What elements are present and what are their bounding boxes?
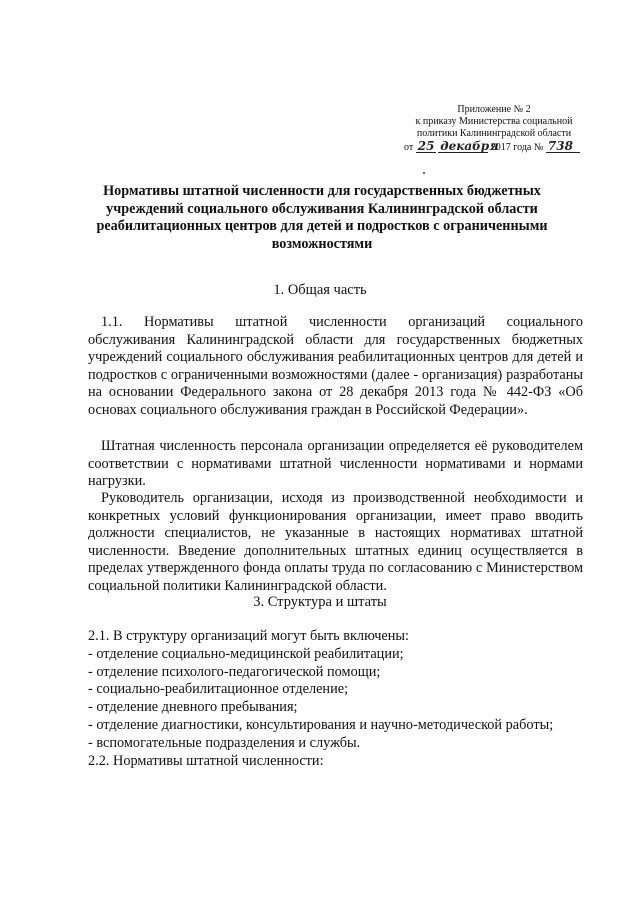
ink-dot [423, 172, 425, 174]
list-item: - отделение диагностики, консультирования и научно-методической работы; [88, 716, 554, 733]
paragraph-text: Штатная численность персонала организации определяется её руководителем соответствии с нормативами штатной численности нормативами и нормами нагрузки. [88, 438, 583, 490]
section-heading-structure: 3. Структура и штаты [253, 594, 387, 610]
structure-list [88, 628, 598, 770]
document-title: Нормативы штатной численности для государственных бюджетных учреждений социального обслуживания Калининградской области реабилитационных центров для детей и подростков с ограниченными возможностями [96, 183, 548, 252]
list-item: - отделение психолого-педагогической помощи; [88, 663, 381, 680]
list-item: - вспомогательные подразделения и службы. [88, 734, 361, 751]
list-item: 2.1. В структуру организаций могут быть включены: [88, 628, 409, 644]
list-item: - социально-реабилитационное отделение; [88, 681, 349, 698]
appendix-ministry: политики Калининградской области [416, 128, 572, 139]
appendix-date-line [404, 140, 584, 154]
date-year: 2017 года № [490, 142, 544, 153]
list-item: - отделение дневного пребывания; [88, 699, 298, 716]
appendix-number: Приложение № 2 [457, 104, 531, 115]
handwritten-order-number: 738 [546, 140, 580, 153]
list-item: - отделение социально-медицинской реабилитации; [88, 645, 404, 662]
handwritten-day: 25 [417, 139, 435, 153]
section-heading-general: 1. Общая часть [273, 282, 367, 298]
paragraph-1-1 [88, 314, 583, 420]
paragraph-text: Руководитель организации, исходя из производственной необходимости и конкретных условий функционирования организации, имеет право вводить должности специалистов, не указанные в настоящих нормативах штатной численности. Введение дополнительных штатных единиц осуществляется в пределах утвержденного фонда оплаты труда по согласованию с Министерством социальной политики Калининградской области. [88, 490, 583, 594]
list-item: 2.2. Нормативы штатной численности: [88, 752, 324, 769]
paragraph-staff-count [88, 438, 583, 491]
handwritten-month: декабря [440, 139, 499, 153]
appendix-header [404, 104, 584, 154]
date-prefix: от [404, 142, 414, 153]
paragraph-director-rights [88, 490, 583, 596]
paragraph-text: 1.1. Нормативы штатной численности организаций социального обслуживания Калининградской области для государственных бюджетных учреждений социального обслуживания реабилитационных центров для детей и подростков с ограниченными возможностями (далее - организация) разработаны на основании Федерального закона от 28 декабря 2013 года № 442-ФЗ «Об основах социального обслуживания граждан в Российской Федерации». [88, 314, 583, 418]
appendix-order-ref: к приказу Министерства социальной [415, 116, 573, 127]
